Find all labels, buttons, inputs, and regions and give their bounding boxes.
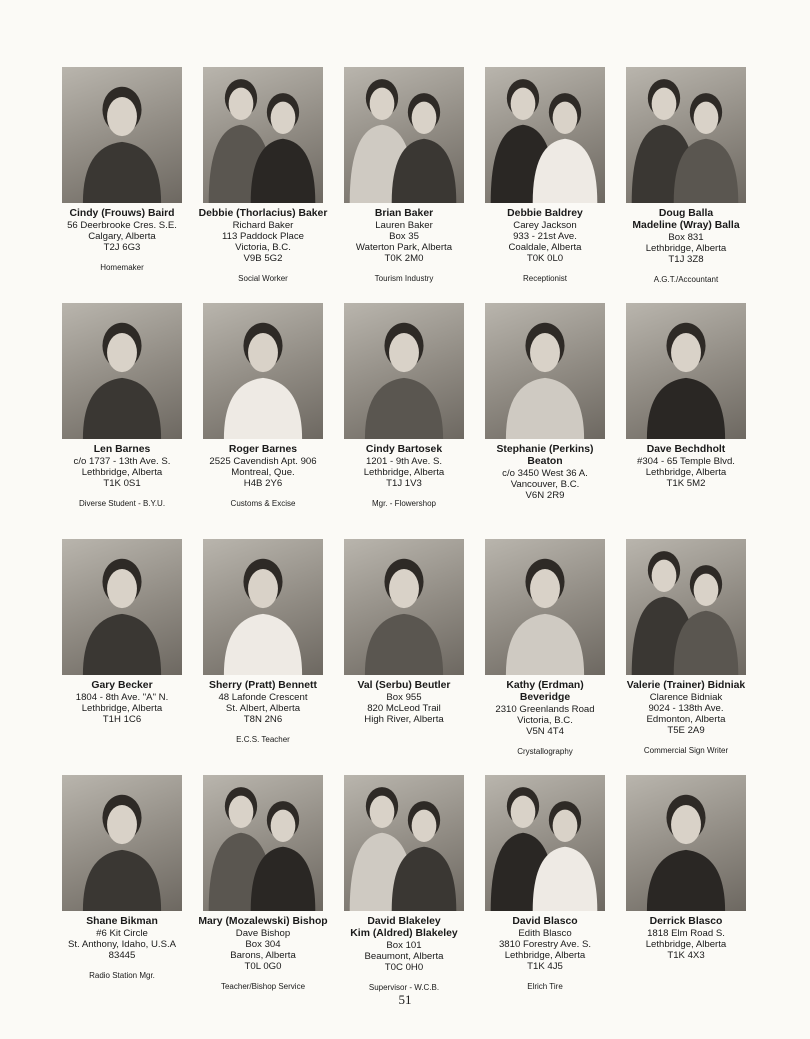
entry-occupation: Commercial Sign Writer <box>643 746 729 755</box>
entry-info <box>339 916 469 993</box>
entry-line: 1804 - 8th Ave. "A" N. <box>75 692 169 703</box>
entry-name: Debbie (Thorlacius) Baker <box>198 208 328 219</box>
entry-name: Mary (Mozalewski) Bishop <box>198 916 328 927</box>
entry-line: 56 Deerbrooke Cres. S.E. <box>67 220 177 231</box>
entry-info <box>198 916 328 992</box>
entry-occupation: Radio Station Mgr. <box>89 971 155 980</box>
entry-line: 48 Lafonde Crescent <box>218 692 308 703</box>
entry-occupation: Homemaker <box>100 263 144 272</box>
entry-occupation: Mgr. - Flowershop <box>371 499 437 508</box>
portrait-photo <box>203 303 323 439</box>
classmate-entry <box>339 64 480 300</box>
classmate-entry <box>57 772 198 1008</box>
entry-name: David Blakeley <box>367 916 441 927</box>
portrait-photo <box>344 303 464 439</box>
entry-line: 1818 Elm Road S. <box>647 928 725 939</box>
entry-line: Lethbridge, Alberta <box>645 467 727 478</box>
entry-name: Kathy (Erdman) Beveridge <box>506 680 584 703</box>
entry-info <box>339 680 469 734</box>
entry-line: Dave Bishop <box>235 928 291 939</box>
entry-info <box>198 208 328 284</box>
entry-info <box>480 208 610 284</box>
portrait-photo <box>626 303 746 439</box>
classmate-entry <box>57 536 198 772</box>
entry-line: T2J 6G3 <box>103 242 141 253</box>
portrait-photo <box>485 303 605 439</box>
entry-occupation: Diverse Student - B.Y.U. <box>78 499 166 508</box>
entry-info <box>621 680 751 756</box>
classmate-entry <box>621 64 762 300</box>
classmate-entry <box>57 64 198 300</box>
entry-line: Lethbridge, Alberta <box>81 467 163 478</box>
portrait-photo <box>485 67 605 203</box>
entry-info <box>339 444 469 509</box>
person-silhouette <box>83 795 161 911</box>
entry-line: T0L 0G0 <box>244 961 282 972</box>
entry-line: Victoria, B.C. <box>235 242 291 253</box>
entry-info <box>57 916 187 981</box>
portrait-grid <box>57 64 762 1008</box>
portrait-photo <box>203 539 323 675</box>
classmate-entry <box>57 300 198 536</box>
person-silhouette <box>83 559 161 675</box>
entry-line: T1J 3Z8 <box>668 254 704 265</box>
entry-name: Doug Balla <box>658 208 714 219</box>
entry-line: #304 - 65 Temple Blvd. <box>637 456 735 467</box>
portrait-photo <box>203 67 323 203</box>
entry-line: Lethbridge, Alberta <box>504 950 586 961</box>
portrait-photo <box>62 67 182 203</box>
entry-name: Valerie (Trainer) Bidniak <box>626 680 746 691</box>
entry-info <box>480 680 610 757</box>
entry-line: Edmonton, Alberta <box>646 714 726 725</box>
entry-line: St. Anthony, Idaho, U.S.A <box>67 939 177 950</box>
entry-line: T5E 2A9 <box>667 725 705 736</box>
entry-line: c/o 3450 West 36 A. <box>502 468 588 479</box>
entry-occupation: Teacher/Bishop Service <box>220 982 306 991</box>
entry-info <box>57 444 187 509</box>
person-silhouette <box>83 323 161 439</box>
entry-info <box>198 444 328 509</box>
entry-line: 9024 - 138th Ave. <box>648 703 724 714</box>
entry-name: Dave Bechdholt <box>646 444 726 455</box>
entry-line: Kim (Aldred) Blakeley <box>350 928 458 939</box>
entry-line: Box 955 <box>386 692 422 703</box>
portrait-photo <box>203 775 323 911</box>
entry-occupation: Elrich Tire <box>527 982 563 991</box>
classmate-entry <box>621 536 762 772</box>
portrait-photo <box>626 775 746 911</box>
entry-line: Lethbridge, Alberta <box>645 939 727 950</box>
entry-info <box>621 916 751 970</box>
entry-line: Box 101 <box>386 940 422 951</box>
entry-occupation: E.C.S. Teacher <box>236 735 290 744</box>
entry-line: T1J 1V3 <box>386 478 422 489</box>
classmate-entry <box>339 300 480 536</box>
entry-occupation: A.G.T./Accountant <box>653 275 719 284</box>
portrait-photo <box>626 539 746 675</box>
entry-name: Shane Bikman <box>86 916 158 927</box>
entry-line: T1K 0S1 <box>103 478 141 489</box>
portrait-photo <box>62 775 182 911</box>
classmate-entry <box>621 772 762 1008</box>
entry-line: Box 831 <box>668 232 704 243</box>
entry-line: V9B 5G2 <box>243 253 283 264</box>
portrait-photo <box>344 539 464 675</box>
entry-line: Waterton Park, Alberta <box>355 242 453 253</box>
entry-line: H4B 2Y6 <box>243 478 283 489</box>
entry-line: High River, Alberta <box>364 714 444 725</box>
portrait-photo <box>485 775 605 911</box>
entry-line: Calgary, Alberta <box>88 231 156 242</box>
entry-line: Montreal, Que. <box>231 467 295 478</box>
person-silhouette <box>647 795 725 911</box>
entry-line: T0C 0H0 <box>384 962 424 973</box>
classmate-entry <box>198 536 339 772</box>
entry-line: Richard Baker <box>232 220 294 231</box>
classmate-entry <box>480 300 621 536</box>
portrait-photo <box>62 539 182 675</box>
entry-line: St. Albert, Alberta <box>225 703 301 714</box>
entry-line: Barons, Alberta <box>230 950 296 961</box>
portrait-photo <box>62 303 182 439</box>
entry-line: Beaton <box>527 456 563 467</box>
entry-name: Sherry (Pratt) Bennett <box>209 680 317 691</box>
person-silhouette <box>365 559 443 675</box>
classmate-entry <box>198 300 339 536</box>
entry-name: Roger Barnes <box>228 444 298 455</box>
classmate-entry <box>339 536 480 772</box>
entry-occupation: Receptionist <box>522 274 568 283</box>
entry-name: Cindy Bartosek <box>365 444 443 455</box>
entry-info <box>57 680 187 734</box>
entry-line: T0K 0L0 <box>526 253 564 264</box>
entry-name: Debbie Baldrey <box>507 208 583 219</box>
entry-line: 933 - 21st Ave. <box>513 231 577 242</box>
classmate-entry <box>198 64 339 300</box>
entry-line: Lethbridge, Alberta <box>363 467 445 478</box>
entry-line: Coaldale, Alberta <box>508 242 582 253</box>
entry-line: Victoria, B.C. <box>517 715 573 726</box>
entry-line: T1K 4X3 <box>667 950 705 961</box>
entry-line: 2525 Cavendish Apt. 906 <box>209 456 317 467</box>
portrait-photo <box>344 775 464 911</box>
entry-info <box>621 208 751 285</box>
entry-line: Vancouver, B.C. <box>510 479 580 490</box>
entry-info <box>480 444 610 510</box>
entry-line: V6N 2R9 <box>525 490 565 501</box>
entry-line: Clarence Bidniak <box>649 692 723 703</box>
entry-occupation: Social Worker <box>238 274 288 283</box>
entry-line: T8N 2N6 <box>243 714 283 725</box>
entry-line: Box 35 <box>389 231 419 242</box>
entry-line: 113 Paddock Place <box>222 231 304 242</box>
person-silhouette <box>506 559 584 675</box>
entry-line: 83445 <box>108 950 136 961</box>
person-silhouette <box>365 323 443 439</box>
entry-line: Lethbridge, Alberta <box>645 243 727 254</box>
entry-info <box>339 208 469 284</box>
entry-name: David Blasco <box>512 916 578 927</box>
entry-line: Edith Blasco <box>518 928 572 939</box>
entry-line: #6 Kit Circle <box>96 928 148 939</box>
portrait-photo <box>485 539 605 675</box>
classmate-entry <box>621 300 762 536</box>
entry-line: Lauren Baker <box>375 220 433 231</box>
entry-line: T1K 4J5 <box>527 961 563 972</box>
entry-name: Brian Baker <box>374 208 434 219</box>
entry-occupation: Customs & Excise <box>230 499 296 508</box>
classmate-entry <box>480 64 621 300</box>
entry-line: T1K 5M2 <box>666 478 706 489</box>
entry-line: Box 304 <box>245 939 281 950</box>
entry-line: Carey Jackson <box>513 220 577 231</box>
entry-info <box>621 444 751 498</box>
classmate-entry <box>480 536 621 772</box>
person-silhouette <box>224 323 302 439</box>
entry-line: 820 McLeod Trail <box>367 703 441 714</box>
classmate-entry <box>198 772 339 1008</box>
page-number: 51 <box>398 992 412 1007</box>
entry-line: Lethbridge, Alberta <box>81 703 163 714</box>
entry-name: Cindy (Frouws) Baird <box>69 208 175 219</box>
person-silhouette <box>647 323 725 439</box>
entry-line: V5N 4T4 <box>526 726 564 737</box>
entry-name: Len Barnes <box>93 444 151 455</box>
entry-occupation: Tourism Industry <box>374 274 434 283</box>
entry-line: 3810 Forestry Ave. S. <box>498 939 592 950</box>
entry-occupation: Supervisor - W.C.B. <box>368 983 440 992</box>
entry-line: Madeline (Wray) Balla <box>632 220 740 231</box>
entry-occupation: Crystallography <box>517 747 573 756</box>
person-silhouette <box>506 323 584 439</box>
entry-line: c/o 1737 - 13th Ave. S. <box>73 456 171 467</box>
portrait-photo <box>344 67 464 203</box>
entry-info <box>57 208 187 273</box>
entry-line: T1H 1C6 <box>102 714 142 725</box>
entry-name: Derrick Blasco <box>649 916 723 927</box>
classmate-entry <box>480 772 621 1008</box>
entry-info <box>480 916 610 992</box>
entry-line: T0K 2M0 <box>384 253 424 264</box>
person-silhouette <box>83 87 161 203</box>
entry-line: Beaumont, Alberta <box>364 951 444 962</box>
entry-info <box>198 680 328 745</box>
classmate-entry <box>339 772 480 1008</box>
person-silhouette <box>224 559 302 675</box>
entry-name: Val (Serbu) Beutler <box>357 680 451 691</box>
entry-name: Gary Becker <box>91 680 153 691</box>
entry-line: 1201 - 9th Ave. S. <box>365 456 443 467</box>
portrait-photo <box>626 67 746 203</box>
entry-name: Stephanie (Perkins) <box>496 444 594 455</box>
entry-line: 2310 Greenlands Road <box>495 704 595 715</box>
